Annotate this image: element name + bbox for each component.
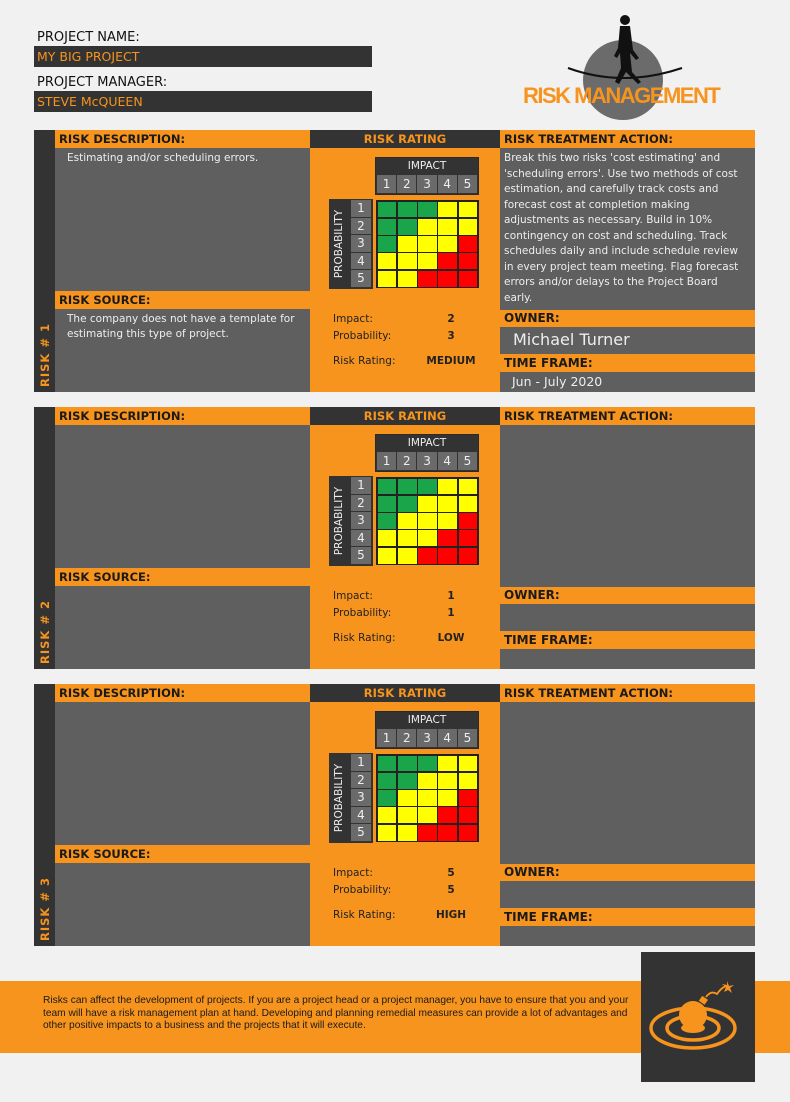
owner-header: OWNER: xyxy=(500,587,755,604)
matrix-cell xyxy=(438,548,457,564)
matrix-cell xyxy=(438,496,457,512)
risk-treatment-column xyxy=(500,130,755,392)
risk-rating-value: HIGH xyxy=(435,909,467,921)
time-frame-header: TIME FRAME: xyxy=(500,354,755,372)
risk-source-field[interactable] xyxy=(55,586,310,666)
risk-matrix-grid xyxy=(376,754,479,842)
matrix-cell xyxy=(459,271,478,287)
probability-level: 3 xyxy=(351,789,371,806)
probability-level: 1 xyxy=(351,477,371,494)
time-frame-header: TIME FRAME: xyxy=(500,908,755,926)
risk-description-header: RISK DESCRIPTION: xyxy=(55,130,310,148)
impact-level: 2 xyxy=(397,175,416,193)
impact-level: 1 xyxy=(377,452,396,470)
matrix-cell xyxy=(459,219,478,235)
matrix-cell xyxy=(398,202,417,218)
risk-rating-column xyxy=(310,684,500,946)
matrix-cell xyxy=(378,219,397,235)
matrix-cell xyxy=(418,756,437,772)
impact-label: Impact: xyxy=(333,313,373,325)
matrix-cell xyxy=(459,530,478,546)
risk-number-label: RISK # 3 xyxy=(37,877,52,941)
matrix-cell xyxy=(418,202,437,218)
matrix-cell xyxy=(459,496,478,512)
matrix-cell xyxy=(438,513,457,529)
risk-description-column xyxy=(55,130,310,392)
risk-number-label: RISK # 2 xyxy=(37,600,52,664)
time-frame-field[interactable] xyxy=(500,926,755,946)
impact-level: 3 xyxy=(417,452,436,470)
matrix-cell xyxy=(459,202,478,218)
matrix-cell xyxy=(378,496,397,512)
matrix-cell xyxy=(438,219,457,235)
matrix-cell xyxy=(418,271,437,287)
project-manager-field[interactable]: STEVE McQUEEN xyxy=(34,91,372,112)
risk-rating-header: RISK RATING xyxy=(310,684,500,702)
probability-label: Probability: xyxy=(333,330,392,342)
impact-axis xyxy=(375,157,479,195)
rating-summary xyxy=(333,311,493,370)
matrix-cell xyxy=(378,807,397,823)
matrix-cell xyxy=(438,825,457,841)
matrix-cell xyxy=(438,236,457,252)
project-name-label: PROJECT NAME: xyxy=(37,30,140,45)
risk-rating-column xyxy=(310,130,500,392)
impact-level: 1 xyxy=(377,729,396,747)
owner-field[interactable] xyxy=(500,881,755,907)
matrix-cell xyxy=(378,236,397,252)
impact-level: 5 xyxy=(458,175,477,193)
probability-axis-title: PROBABILITY xyxy=(333,763,346,833)
impact-axis xyxy=(375,434,479,472)
matrix-cell xyxy=(378,756,397,772)
probability-level: 4 xyxy=(351,530,371,547)
rating-summary xyxy=(333,865,493,924)
impact-level: 2 xyxy=(397,729,416,747)
impact-label: Impact: xyxy=(333,590,373,602)
probability-label: Probability: xyxy=(333,884,392,896)
risk-treatment-header: RISK TREATMENT ACTION: xyxy=(500,130,755,148)
matrix-cell xyxy=(418,219,437,235)
impact-level: 3 xyxy=(417,175,436,193)
matrix-cell xyxy=(438,253,457,269)
impact-level: 3 xyxy=(417,729,436,747)
probability-level: 3 xyxy=(351,512,371,529)
risk-source-field[interactable] xyxy=(55,863,310,943)
probability-level: 4 xyxy=(351,807,371,824)
matrix-cell xyxy=(378,202,397,218)
matrix-cell xyxy=(398,271,417,287)
probability-level: 2 xyxy=(351,218,371,235)
impact-level: 4 xyxy=(438,729,457,747)
matrix-cell xyxy=(459,513,478,529)
matrix-cell xyxy=(418,253,437,269)
rating-summary xyxy=(333,588,493,647)
impact-level: 1 xyxy=(377,175,396,193)
matrix-cell xyxy=(459,825,478,841)
probability-axis xyxy=(329,753,373,843)
probability-level: 1 xyxy=(351,200,371,217)
matrix-cell xyxy=(438,807,457,823)
risk-description-column xyxy=(55,684,310,946)
probability-level: 2 xyxy=(351,495,371,512)
matrix-cell xyxy=(398,756,417,772)
footer-text: Risks can affect the development of projects. If you are a project head or a project manager, you have to ensure that you and your team will have a risk management plan at hand. Developing and planning remedial measures can provide a lot of advantages and other positive impacts to a business and the projects that it will execute. xyxy=(43,995,629,1031)
risk-rating-label: Risk Rating: xyxy=(333,355,396,367)
matrix-cell xyxy=(398,253,417,269)
matrix-cell xyxy=(418,496,437,512)
time-frame-field[interactable]: Jun - July 2020 xyxy=(512,374,603,389)
matrix-cell xyxy=(398,513,417,529)
probability-axis-title: PROBABILITY xyxy=(333,209,346,279)
matrix-cell xyxy=(438,790,457,806)
matrix-cell xyxy=(418,807,437,823)
matrix-cell xyxy=(398,530,417,546)
probability-axis xyxy=(329,199,373,289)
matrix-cell xyxy=(459,548,478,564)
matrix-cell xyxy=(398,496,417,512)
risk-treatment-column xyxy=(500,684,755,946)
matrix-cell xyxy=(459,236,478,252)
project-manager-label: PROJECT MANAGER: xyxy=(37,75,168,90)
logo-text: RISK MANAGEMENT xyxy=(523,83,720,108)
risk-description-field[interactable] xyxy=(55,702,310,845)
matrix-cell xyxy=(418,773,437,789)
impact-value[interactable]: 2 xyxy=(447,313,455,325)
matrix-cell xyxy=(438,479,457,495)
matrix-cell xyxy=(459,479,478,495)
matrix-cell xyxy=(378,513,397,529)
owner-header: OWNER: xyxy=(500,864,755,881)
matrix-cell xyxy=(418,236,437,252)
probability-level: 3 xyxy=(351,235,371,252)
risk-treatment-column xyxy=(500,407,755,669)
risk-side-tab xyxy=(34,130,55,392)
risk-rating-value: MEDIUM xyxy=(426,355,476,367)
matrix-cell xyxy=(378,253,397,269)
risk-rating-column xyxy=(310,407,500,669)
risk-rating-header: RISK RATING xyxy=(310,407,500,425)
risk-rating-label: Risk Rating: xyxy=(333,632,396,644)
risk-description-field[interactable]: Estimating and/or scheduling errors. xyxy=(67,152,259,164)
risk-treatment-field[interactable]: Break this two risks 'cost estimating' and 'scheduling errors'. Use two methods of cost estimation, and carefully track costs and forecast cost at completion making adjustments as necessary. Build in 10% contingency on cost and scheduling. Track schedules daily and include schedule review in every project team meeting. Flag forecast errors and/or delays to the Project Board early. xyxy=(504,152,739,304)
matrix-cell xyxy=(378,479,397,495)
matrix-cell xyxy=(398,548,417,564)
risk-description-column xyxy=(55,407,310,669)
probability-level: 2 xyxy=(351,772,371,789)
matrix-cell xyxy=(378,548,397,564)
probability-level: 5 xyxy=(351,270,371,287)
risk-block-1 xyxy=(34,130,755,392)
risk-source-field[interactable]: The company does not have a template for estimating this type of project. xyxy=(67,313,295,340)
risk-treatment-field[interactable] xyxy=(500,425,755,586)
probability-level: 4 xyxy=(351,253,371,270)
risk-block-2 xyxy=(34,407,755,669)
risk-number-label: RISK # 1 xyxy=(37,323,52,387)
probability-value[interactable]: 5 xyxy=(447,884,455,896)
risk-rating-label: Risk Rating: xyxy=(333,909,396,921)
risk-matrix-grid xyxy=(376,477,479,565)
impact-level: 4 xyxy=(438,175,457,193)
matrix-cell xyxy=(418,479,437,495)
probability-level: 5 xyxy=(351,547,371,564)
matrix-cell xyxy=(438,530,457,546)
matrix-cell xyxy=(398,479,417,495)
matrix-cell xyxy=(438,271,457,287)
matrix-cell xyxy=(418,825,437,841)
matrix-cell xyxy=(398,236,417,252)
matrix-cell xyxy=(418,790,437,806)
matrix-cell xyxy=(378,790,397,806)
risk-side-tab xyxy=(34,407,55,669)
impact-axis-title: IMPACT xyxy=(407,437,447,449)
time-frame-header: TIME FRAME: xyxy=(500,631,755,649)
matrix-cell xyxy=(398,825,417,841)
risk-management-logo xyxy=(520,10,750,120)
impact-value[interactable]: 1 xyxy=(447,590,455,602)
impact-label: Impact: xyxy=(333,867,373,879)
matrix-cell xyxy=(418,530,437,546)
risk-description-field[interactable] xyxy=(55,425,310,568)
footer-icon-panel xyxy=(641,952,755,1082)
matrix-cell xyxy=(398,790,417,806)
risk-description-header: RISK DESCRIPTION: xyxy=(55,684,310,702)
matrix-cell xyxy=(438,202,457,218)
impact-axis xyxy=(375,711,479,749)
risk-source-header: RISK SOURCE: xyxy=(55,845,310,863)
probability-label: Probability: xyxy=(333,607,392,619)
time-frame-field[interactable] xyxy=(500,649,755,669)
probability-value[interactable]: 1 xyxy=(447,607,455,619)
matrix-cell xyxy=(459,756,478,772)
impact-axis-title: IMPACT xyxy=(407,714,447,726)
impact-level: 5 xyxy=(458,452,477,470)
probability-level: 5 xyxy=(351,824,371,841)
matrix-cell xyxy=(378,271,397,287)
risk-treatment-field[interactable] xyxy=(500,702,755,863)
risk-rating-value: LOW xyxy=(437,632,465,644)
matrix-cell xyxy=(459,807,478,823)
risk-rating-header: RISK RATING xyxy=(310,130,500,148)
risk-description-header: RISK DESCRIPTION: xyxy=(55,407,310,425)
matrix-cell xyxy=(438,773,457,789)
impact-level: 2 xyxy=(397,452,416,470)
matrix-cell xyxy=(459,790,478,806)
project-name-field[interactable]: MY BIG PROJECT xyxy=(34,46,372,67)
risk-treatment-header: RISK TREATMENT ACTION: xyxy=(500,407,755,425)
matrix-cell xyxy=(459,253,478,269)
impact-level: 4 xyxy=(438,452,457,470)
owner-field[interactable]: Michael Turner xyxy=(513,330,630,349)
matrix-cell xyxy=(418,513,437,529)
matrix-cell xyxy=(398,807,417,823)
risk-source-header: RISK SOURCE: xyxy=(55,568,310,586)
matrix-cell xyxy=(398,219,417,235)
risk-source-header: RISK SOURCE: xyxy=(55,291,310,309)
bomb-target-icon xyxy=(641,952,755,1082)
probability-level: 1 xyxy=(351,754,371,771)
matrix-cell xyxy=(378,825,397,841)
matrix-cell xyxy=(438,756,457,772)
probability-axis-title: PROBABILITY xyxy=(333,486,346,556)
owner-header: OWNER: xyxy=(500,310,755,327)
probability-axis xyxy=(329,476,373,566)
matrix-cell xyxy=(378,530,397,546)
matrix-cell xyxy=(418,548,437,564)
owner-field[interactable] xyxy=(500,604,755,630)
matrix-cell xyxy=(459,773,478,789)
impact-level: 5 xyxy=(458,729,477,747)
risk-block-3 xyxy=(34,684,755,946)
matrix-cell xyxy=(378,773,397,789)
probability-value[interactable]: 3 xyxy=(447,330,455,342)
risk-side-tab xyxy=(34,684,55,946)
impact-value[interactable]: 5 xyxy=(447,867,455,879)
risk-treatment-header: RISK TREATMENT ACTION: xyxy=(500,684,755,702)
matrix-cell xyxy=(398,773,417,789)
impact-axis-title: IMPACT xyxy=(407,160,447,172)
risk-matrix-grid xyxy=(376,200,479,288)
